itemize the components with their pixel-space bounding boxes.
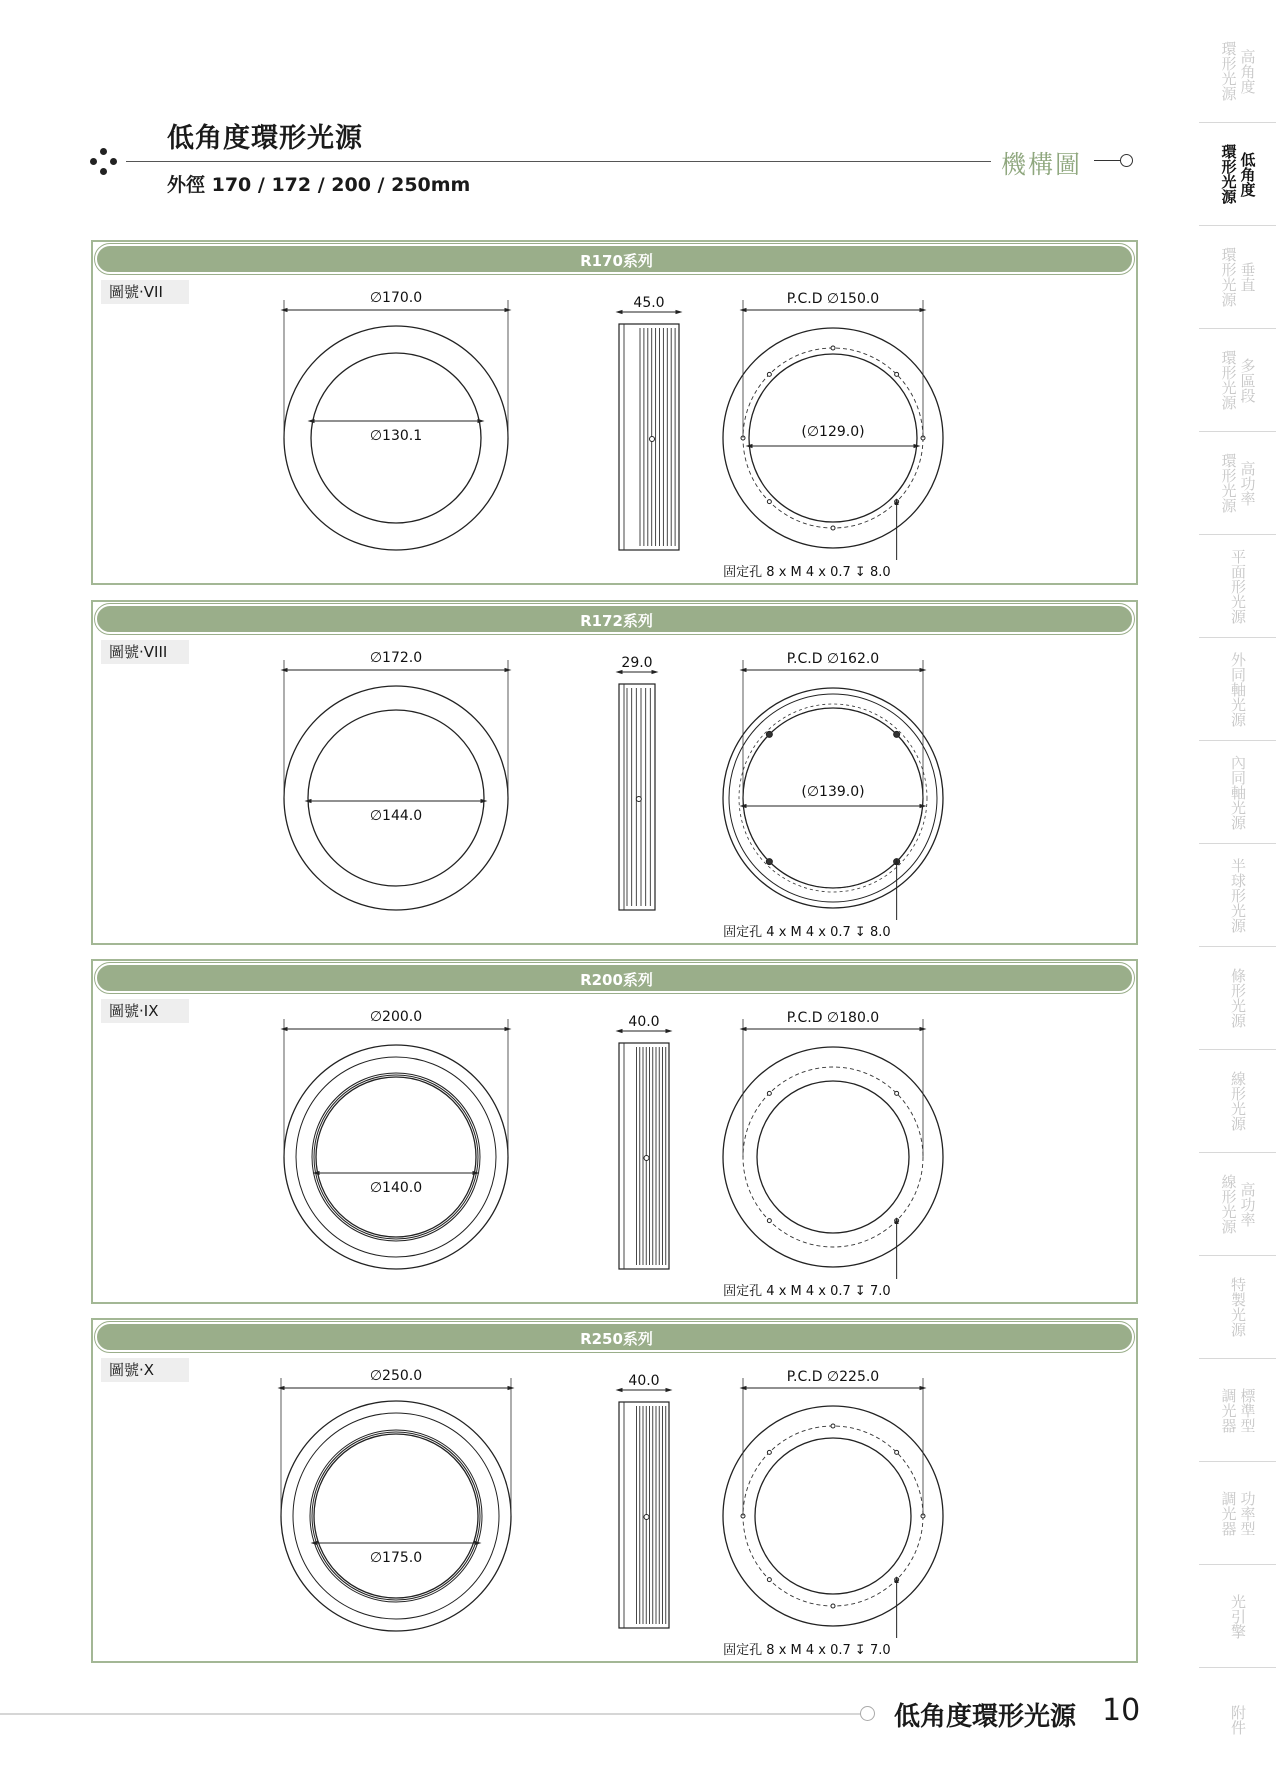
sidebar-item-label: 低角度 bbox=[1238, 151, 1257, 197]
od-dim-label: ∅200.0 bbox=[369, 1009, 423, 1025]
side-view bbox=[619, 1014, 669, 1269]
back-view bbox=[723, 291, 943, 580]
sidebar-item-label: 多區段 bbox=[1238, 357, 1257, 403]
sidebar-item[interactable] bbox=[1199, 226, 1276, 329]
category-sidebar bbox=[1199, 20, 1276, 1771]
sidebar-item[interactable] bbox=[1199, 638, 1276, 741]
sidebar-item[interactable] bbox=[1199, 741, 1276, 844]
sidebar-item-label: 垂直 bbox=[1238, 262, 1257, 292]
sidebar-item[interactable] bbox=[1199, 535, 1276, 638]
side-body bbox=[619, 324, 679, 550]
cable-port bbox=[644, 1515, 649, 1520]
mechanical-drawing bbox=[93, 634, 1136, 943]
drawing-panel bbox=[91, 1318, 1138, 1663]
thickness-dim-label: 40.0 bbox=[628, 1014, 660, 1030]
drawing-panel bbox=[91, 240, 1138, 585]
page-number: 10 bbox=[1102, 1693, 1141, 1728]
sidebar-item[interactable] bbox=[1199, 123, 1276, 226]
od-dim-label: ∅170.0 bbox=[369, 290, 423, 306]
footer-line bbox=[0, 1713, 862, 1715]
id-dim-label: ∅175.0 bbox=[369, 1550, 423, 1566]
footer-circle-icon bbox=[860, 1706, 875, 1721]
hole-spec-label: 固定孔 8 x M 4 x 0.7 ↧ 7.0 bbox=[723, 1643, 891, 1658]
back-view bbox=[723, 1369, 943, 1658]
mount-hole bbox=[895, 1091, 899, 1095]
od-dim-label: ∅250.0 bbox=[369, 1368, 423, 1384]
sidebar-item-label: 環形光源 bbox=[1219, 453, 1238, 513]
mount-hole bbox=[767, 1219, 771, 1223]
sidebar-item[interactable] bbox=[1199, 432, 1276, 535]
lens-rim bbox=[312, 1432, 480, 1600]
side-view bbox=[619, 1373, 669, 1628]
mechanical-drawing bbox=[93, 274, 1136, 583]
side-view bbox=[619, 295, 679, 550]
sidebar-item-label: 線形光源 bbox=[1219, 1174, 1238, 1234]
hole-spec-label: 固定孔 4 x M 4 x 0.7 ↧ 7.0 bbox=[723, 1284, 891, 1299]
sidebar-item[interactable] bbox=[1199, 1050, 1276, 1153]
bore-circle bbox=[757, 1081, 909, 1233]
pcd-dim-label: P.C.D ∅162.0 bbox=[786, 651, 880, 667]
side-body bbox=[619, 1043, 669, 1269]
sidebar-item-label: 環形光源 bbox=[1219, 41, 1238, 101]
sidebar-item-label: 高角度 bbox=[1238, 48, 1257, 94]
od-dim-label: ∅172.0 bbox=[369, 650, 423, 666]
header-divider bbox=[126, 161, 991, 162]
section-tag: 機構圖 bbox=[1001, 150, 1083, 179]
sidebar-item[interactable] bbox=[1199, 947, 1276, 1050]
front-view bbox=[284, 1009, 508, 1269]
sidebar-item-label: 調光器 bbox=[1219, 1387, 1238, 1433]
hole-spec-label: 固定孔 8 x M 4 x 0.7 ↧ 8.0 bbox=[723, 565, 891, 580]
mount-hole bbox=[767, 372, 771, 376]
mechanical-drawing bbox=[93, 993, 1136, 1302]
inner-circle bbox=[308, 710, 484, 886]
sidebar-item-label: 特製光源 bbox=[1229, 1277, 1247, 1337]
drawing-number: 圖號‧X bbox=[101, 1358, 189, 1382]
sidebar-item-label: 標準型 bbox=[1238, 1387, 1257, 1433]
front-view bbox=[284, 650, 508, 910]
thickness-dim-label: 40.0 bbox=[628, 1373, 660, 1389]
mount-hole bbox=[767, 500, 771, 504]
sidebar-item[interactable] bbox=[1199, 1359, 1276, 1462]
outer-circle bbox=[723, 1406, 943, 1626]
pcd-dim-label: P.C.D ∅180.0 bbox=[786, 1010, 880, 1026]
mount-hole bbox=[831, 526, 835, 530]
id-dim-label: ∅130.1 bbox=[369, 428, 423, 444]
mechanical-drawing bbox=[93, 1352, 1136, 1661]
mount-hole bbox=[895, 1450, 899, 1454]
drawing-number: 圖號‧IX bbox=[101, 999, 189, 1023]
drawing-number: 圖號‧VII bbox=[101, 280, 189, 304]
cable-port bbox=[650, 437, 655, 442]
pcd-dim-label: P.C.D ∅225.0 bbox=[786, 1369, 880, 1385]
sidebar-item[interactable] bbox=[1199, 1256, 1276, 1359]
decor-dots-icon bbox=[90, 148, 118, 178]
mount-hole bbox=[766, 859, 772, 865]
sidebar-item-label: 線形光源 bbox=[1229, 1071, 1247, 1131]
panel-title-bar bbox=[95, 244, 1134, 274]
inner-circle bbox=[316, 1077, 476, 1237]
front-view bbox=[284, 290, 508, 550]
lens-rim bbox=[310, 1430, 482, 1602]
mount-hole bbox=[767, 1091, 771, 1095]
page-subtitle: 外徑 170 / 172 / 200 / 250mm bbox=[167, 174, 471, 196]
sidebar-item-label: 外同軸光源 bbox=[1229, 651, 1247, 727]
sidebar-item-label: 高功率 bbox=[1238, 460, 1257, 506]
panel-title-bar bbox=[95, 1322, 1134, 1352]
outer-circle bbox=[284, 686, 508, 910]
hole-spec-label: 固定孔 4 x M 4 x 0.7 ↧ 8.0 bbox=[723, 925, 891, 940]
mount-hole bbox=[831, 346, 835, 350]
sidebar-item[interactable] bbox=[1199, 329, 1276, 432]
mount-hole bbox=[767, 1450, 771, 1454]
lens-rim bbox=[314, 1075, 478, 1239]
back-view bbox=[723, 651, 943, 940]
thickness-dim-label: 29.0 bbox=[621, 655, 653, 671]
mount-hole bbox=[767, 1578, 771, 1582]
drawing-panel bbox=[91, 959, 1138, 1304]
mount-hole bbox=[895, 372, 899, 376]
panel-title-bar bbox=[95, 604, 1134, 634]
thickness-dim-label: 45.0 bbox=[633, 295, 665, 311]
footer-title: 低角度環形光源 bbox=[894, 1702, 1077, 1732]
outer-circle bbox=[723, 1047, 943, 1267]
mount-hole bbox=[766, 731, 772, 737]
side-body bbox=[619, 1402, 669, 1628]
page-title: 低角度環形光源 bbox=[167, 123, 363, 154]
sidebar-item-label: 環形光源 bbox=[1219, 350, 1238, 410]
id-dim-label: ∅144.0 bbox=[369, 808, 423, 824]
pcd-dim-label: P.C.D ∅150.0 bbox=[786, 291, 880, 307]
id-dim-label: ∅140.0 bbox=[369, 1180, 423, 1196]
outer-circle bbox=[284, 1045, 508, 1269]
side-view bbox=[619, 655, 655, 910]
series-title: R172系列 bbox=[580, 612, 653, 630]
sidebar-item-label: 功率型 bbox=[1238, 1490, 1257, 1536]
sidebar-item-label: 環形光源 bbox=[1219, 144, 1238, 204]
cable-port bbox=[636, 797, 641, 802]
sidebar-item[interactable] bbox=[1199, 844, 1276, 947]
drawing-panel bbox=[91, 600, 1138, 945]
sidebar-item-label: 高功率 bbox=[1238, 1181, 1257, 1227]
back-view bbox=[723, 1010, 943, 1299]
outer-circle bbox=[281, 1401, 511, 1631]
sidebar-item-label: 調光器 bbox=[1219, 1490, 1238, 1536]
series-title: R250系列 bbox=[580, 1330, 653, 1348]
sidebar-item-label: 平面形光源 bbox=[1229, 548, 1247, 624]
sidebar-item[interactable] bbox=[1199, 1462, 1276, 1565]
mount-hole bbox=[831, 1424, 835, 1428]
sidebar-item-label: 內同軸光源 bbox=[1229, 754, 1247, 830]
cable-port bbox=[644, 1156, 649, 1161]
sidebar-item[interactable] bbox=[1199, 1153, 1276, 1256]
sidebar-item[interactable] bbox=[1199, 1565, 1276, 1668]
lens-rim bbox=[312, 1073, 480, 1241]
sidebar-item-label: 附件 bbox=[1229, 1704, 1247, 1735]
inner-circle bbox=[314, 1434, 478, 1598]
bore-circle bbox=[755, 1438, 911, 1594]
tag-circle-icon bbox=[1120, 154, 1133, 167]
front-view bbox=[281, 1368, 511, 1631]
sidebar-item[interactable] bbox=[1199, 1668, 1276, 1771]
panel-title-bar bbox=[95, 963, 1134, 993]
mount-hole bbox=[894, 731, 900, 737]
sidebar-item-label: 半球形光源 bbox=[1229, 857, 1247, 933]
step-circle bbox=[293, 1413, 499, 1619]
sidebar-item-label: 光引擎 bbox=[1229, 1593, 1247, 1639]
drawing-number: 圖號‧VIII bbox=[101, 640, 189, 664]
inner-dim-label: (∅139.0) bbox=[801, 784, 865, 800]
series-title: R200系列 bbox=[580, 971, 653, 989]
sidebar-item-label: 條形光源 bbox=[1229, 968, 1247, 1028]
series-title: R170系列 bbox=[580, 252, 653, 270]
step-circle bbox=[296, 1057, 496, 1257]
mount-hole bbox=[831, 1604, 835, 1608]
sidebar-item-label: 環形光源 bbox=[1219, 247, 1238, 307]
sidebar-item[interactable] bbox=[1199, 20, 1276, 123]
inner-dim-label: (∅129.0) bbox=[801, 424, 865, 440]
